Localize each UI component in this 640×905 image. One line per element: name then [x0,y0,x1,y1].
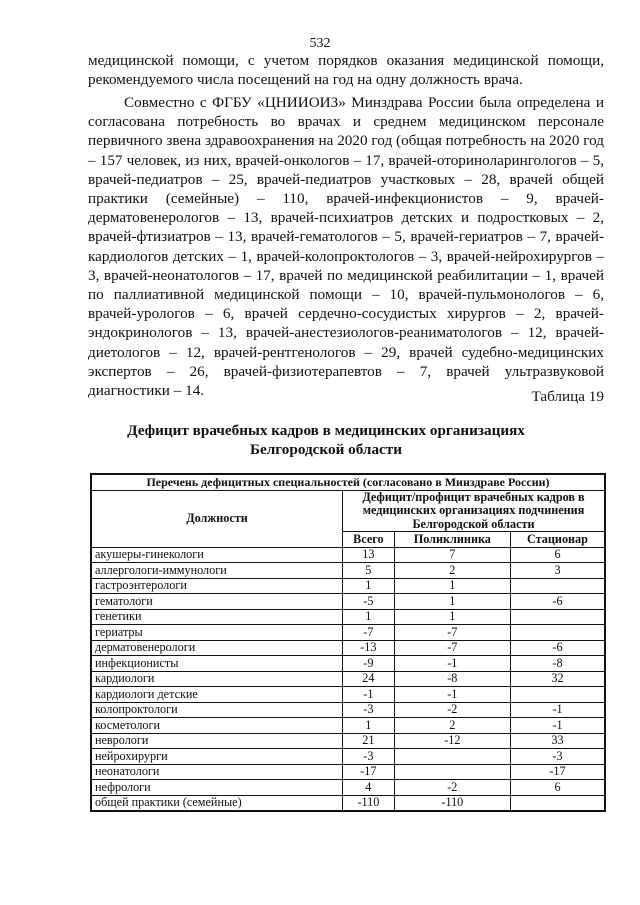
col-header-clinic: Поликлиника [394,532,510,548]
row-specialty: инфекционисты [91,656,343,672]
table-row [91,749,605,765]
row-total: 5 [343,563,395,579]
row-specialty: аллергологи-иммунологи [91,563,343,579]
row-clinic: 1 [394,594,510,610]
row-clinic [394,749,510,765]
row-total: -5 [343,594,395,610]
row-total: 1 [343,718,395,734]
row-specialty: дерматовенерологи [91,640,343,656]
paragraph-requirements-text: Совместно с ФГБУ «ЦНИИОИЗ» Минздрава России была определена и согласована потребность во врачах и среднем медицинском персонале первичного звена здравоохранения на 2020 год (общая потребность на 2020 год – 157 человек, из них, врачей-онкологов – 17, врачей-оториноларингологов – 5, врачей-педиатров – 25, врачей-педиатров участковых – 28, врачей общей практики (семейные) – 110, врачей-инфекционистов – 9, врачей-дерматовенерологов – 13, врачей-психиатров детских и подростковых – 2, врачей-фтизиатров – 13, врачей-гематологов – 5, врачей-гериатров – 7, врачей-кардиологов детских – 1, врачей-колопроктологов – 3, врачей-нейрохирургов – 3, врачей-неонатологов – 17, врачей по медицинской реабилитации – 1, врачей по паллиативной медицинской помощи – 10, врачей-пульмонологов – 6, врачей-урологов – 6, врачей сердечно-сосудистых хирургов – 2, врачей-эндокринологов – 13, врачей-анестезиологов-реаниматологов – 12, врачей-диетологов – 12, врачей-рентгенологов – 29, врачей судебно-медицинских экспертов – 26, врачей-физиотерапевтов – 7, врачей ультразвуковой диагностики – 14. [88,94,604,400]
row-specialty: нефрологи [91,780,343,796]
row-total: -7 [343,625,395,641]
table-row [91,594,605,610]
row-specialty: гематологи [91,594,343,610]
row-hospital: -17 [510,764,605,780]
row-specialty: неонатологи [91,764,343,780]
row-clinic: 1 [394,578,510,594]
table-row [91,547,605,563]
row-hospital [510,625,605,641]
table-row [91,625,605,641]
row-clinic: -7 [394,625,510,641]
table-row [91,687,605,703]
row-total: 24 [343,671,395,687]
row-total: -17 [343,764,395,780]
row-specialty: кардиологи [91,671,343,687]
row-total: 21 [343,733,395,749]
row-clinic: 7 [394,547,510,563]
row-total: -110 [343,795,395,811]
row-clinic: -1 [394,656,510,672]
table-row [91,780,605,796]
row-clinic: -12 [394,733,510,749]
row-hospital: -6 [510,640,605,656]
row-clinic: 2 [394,718,510,734]
row-hospital [510,578,605,594]
row-specialty: гериатры [91,625,343,641]
row-clinic: -8 [394,671,510,687]
row-hospital: -1 [510,702,605,718]
row-hospital: -3 [510,749,605,765]
table-header-deficit: Дефицит/профицит врачебных кадров в медицинских организациях подчинения Белгородской области [343,490,606,532]
table-row [91,795,605,811]
table-header-posts: Должности [91,490,343,547]
row-clinic: -2 [394,780,510,796]
row-total: 4 [343,780,395,796]
deficit-table [90,473,606,812]
table-row [91,640,605,656]
table-row [91,702,605,718]
row-specialty: нейрохирурги [91,749,343,765]
row-specialty: колопроктологи [91,702,343,718]
row-clinic: -7 [394,640,510,656]
row-specialty: гастроэнтерологи [91,578,343,594]
paragraph-continuation: медицинской помощи, с учетом порядков оказания медицинской помощи, рекомендуемого числа посещений на год на одну должность врача. [88,52,604,89]
row-hospital: -1 [510,718,605,734]
page-number: 532 [309,36,331,51]
row-specialty: общей практики (семейные) [91,795,343,811]
row-clinic: 2 [394,563,510,579]
row-clinic: -1 [394,687,510,703]
row-hospital [510,609,605,625]
row-total: -1 [343,687,395,703]
row-total: 1 [343,578,395,594]
row-specialty: кардиологи детские [91,687,343,703]
row-hospital: -8 [510,656,605,672]
row-specialty: неврологи [91,733,343,749]
row-hospital: -6 [510,594,605,610]
row-total: -3 [343,702,395,718]
table-row [91,764,605,780]
row-hospital [510,687,605,703]
row-total: 13 [343,547,395,563]
table-row [91,733,605,749]
col-header-total: Всего [343,532,395,548]
table-row [91,609,605,625]
row-clinic: -110 [394,795,510,811]
table-row [91,578,605,594]
table-row [91,656,605,672]
table-header-specialties: Перечень дефицитных специальностей (согласовано в Минздраве России) [91,474,605,490]
table-row [91,671,605,687]
row-specialty: генетики [91,609,343,625]
table-row [91,563,605,579]
row-hospital: 3 [510,563,605,579]
row-clinic [394,764,510,780]
row-total: -9 [343,656,395,672]
row-specialty: акушеры-гинекологи [91,547,343,563]
table-label: Таблица 19 [531,388,604,405]
row-clinic: 1 [394,609,510,625]
paragraph-requirements [88,93,604,400]
row-total: -3 [343,749,395,765]
row-hospital: 33 [510,733,605,749]
row-hospital [510,795,605,811]
row-total: 1 [343,609,395,625]
table-row [91,718,605,734]
row-hospital: 32 [510,671,605,687]
row-hospital: 6 [510,780,605,796]
col-header-hospital: Стационар [510,532,605,548]
table-body [91,547,605,811]
row-clinic: -2 [394,702,510,718]
row-specialty: косметологи [91,718,343,734]
row-hospital: 6 [510,547,605,563]
table-title: Дефицит врачебных кадров в медицинских организациях Белгородской области [127,422,525,458]
row-total: -13 [343,640,395,656]
